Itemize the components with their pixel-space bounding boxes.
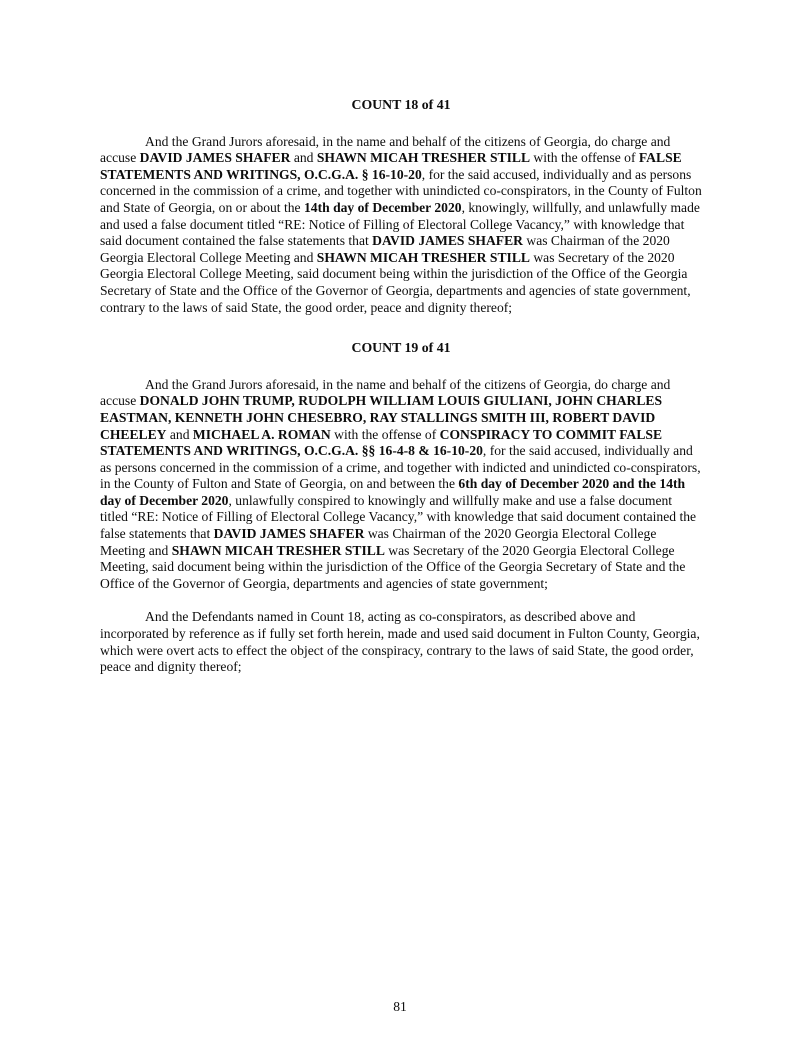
- bold-text-segment: CONSPIRACY TO COMMIT FALSE STATEMENTS AND WRITINGS, O.C.G.A. §§ 16-4-8 & 16-10-20: [100, 426, 663, 459]
- bold-text-segment: DONALD JOHN TRUMP, RUDOLPH WILLIAM LOUIS GIULIANI, JOHN CHARLES EASTMAN, KENNETH JOHN CHESEBRO, RAY STALLINGS SMITH III, ROBERT DAVID CHEELEY: [100, 393, 663, 442]
- bold-text-segment: MICHAEL A. ROMAN: [192, 426, 331, 442]
- bold-text-segment: 14th day of December 2020: [303, 199, 462, 215]
- text-segment: And the Grand Jurors aforesaid, in the name and behalf of the citizens of Georgia, do charge and accuse: [100, 376, 671, 409]
- paragraph: [100, 609, 702, 675]
- text-segment: , for the said accused, individually and as persons concerned in the commission of a crime, and together with indicted and unindicted co-conspirators, in the County of Fulton and State of Georgia, on and between the: [100, 443, 701, 492]
- count-heading: COUNT 18 of 41: [351, 97, 451, 112]
- count-heading: COUNT 19 of 41: [351, 340, 451, 356]
- bold-text-segment: DAVID JAMES SHAFER: [139, 150, 291, 166]
- text-segment: was Chairman of the 2020 Georgia Electoral College Meeting and: [100, 233, 670, 265]
- text-segment: , unlawfully conspired to knowingly and willfully make and use a false document titled “RE: Notice of Filling of Electoral College Vacancy,” with knowledge that said document contained the false statements that: [100, 492, 697, 542]
- document-body: [100, 97, 702, 676]
- paragraph: [100, 377, 702, 593]
- paragraph: [100, 134, 702, 317]
- bold-text-segment: DAVID JAMES SHAFER: [213, 526, 365, 542]
- bold-text-segment: 6th day of December 2020 and the 14th day of December 2020: [100, 476, 686, 508]
- bold-text-segment: SHAWN MICAH TRESHER STILL: [316, 249, 530, 265]
- text-segment: , knowingly, willfully, and unlawfully made and used a false document titled “RE: Notice of Filling of Electoral College Vacancy,” with knowledge that said document contained the false statements that: [100, 199, 700, 249]
- text-segment: and: [290, 150, 317, 166]
- text-segment: with the offense of: [530, 150, 639, 166]
- text-segment: with the offense of: [330, 426, 440, 442]
- text-segment: And the Grand Jurors aforesaid, in the name and behalf of the citizens of Georgia, do charge and accuse: [100, 133, 671, 166]
- text-segment: was Chairman of the 2020 Georgia Electoral College Meeting and: [100, 526, 657, 558]
- bold-text-segment: SHAWN MICAH TRESHER STILL: [316, 150, 531, 166]
- text-segment: and: [166, 426, 193, 442]
- text-segment: was Secretary of the 2020 Georgia Electoral College Meeting, said document being within the jurisdiction of the Office of the Georgia Secretary of State and the Office of the Governor of Georgia, departments and agencies of state government, contrary to the laws of said State, the good order, peace and dignity thereof;: [100, 249, 691, 315]
- bold-text-segment: SHAWN MICAH TRESHER STILL: [171, 542, 385, 558]
- text-segment: , for the said accused, individually and as persons concerned in the commission of a crime, and together with unindicted co-conspirators, in the County of Fulton and State of Georgia, on or about the: [100, 166, 702, 215]
- bold-text-segment: FALSE STATEMENTS AND WRITINGS, O.C.G.A. § 16-10-20: [100, 150, 682, 182]
- text-segment: And the Defendants named in Count 18, acting as co-conspirators, as described above and incorporated by reference as if fully set forth herein, made and used said document in Fulton County, Georgia, which were overt acts to effect the object of the conspiracy, contrary to the laws of said State, the good order, peace and dignity thereof;: [100, 609, 700, 675]
- text-segment: was Secretary of the 2020 Georgia Electoral College Meeting, said document being within the jurisdiction of the Office of the Georgia Secretary of State and the Office of the Governor of Georgia, departments and agencies of state government;: [100, 542, 686, 591]
- bold-text-segment: DAVID JAMES SHAFER: [372, 233, 523, 249]
- page-number: 81: [393, 999, 407, 1014]
